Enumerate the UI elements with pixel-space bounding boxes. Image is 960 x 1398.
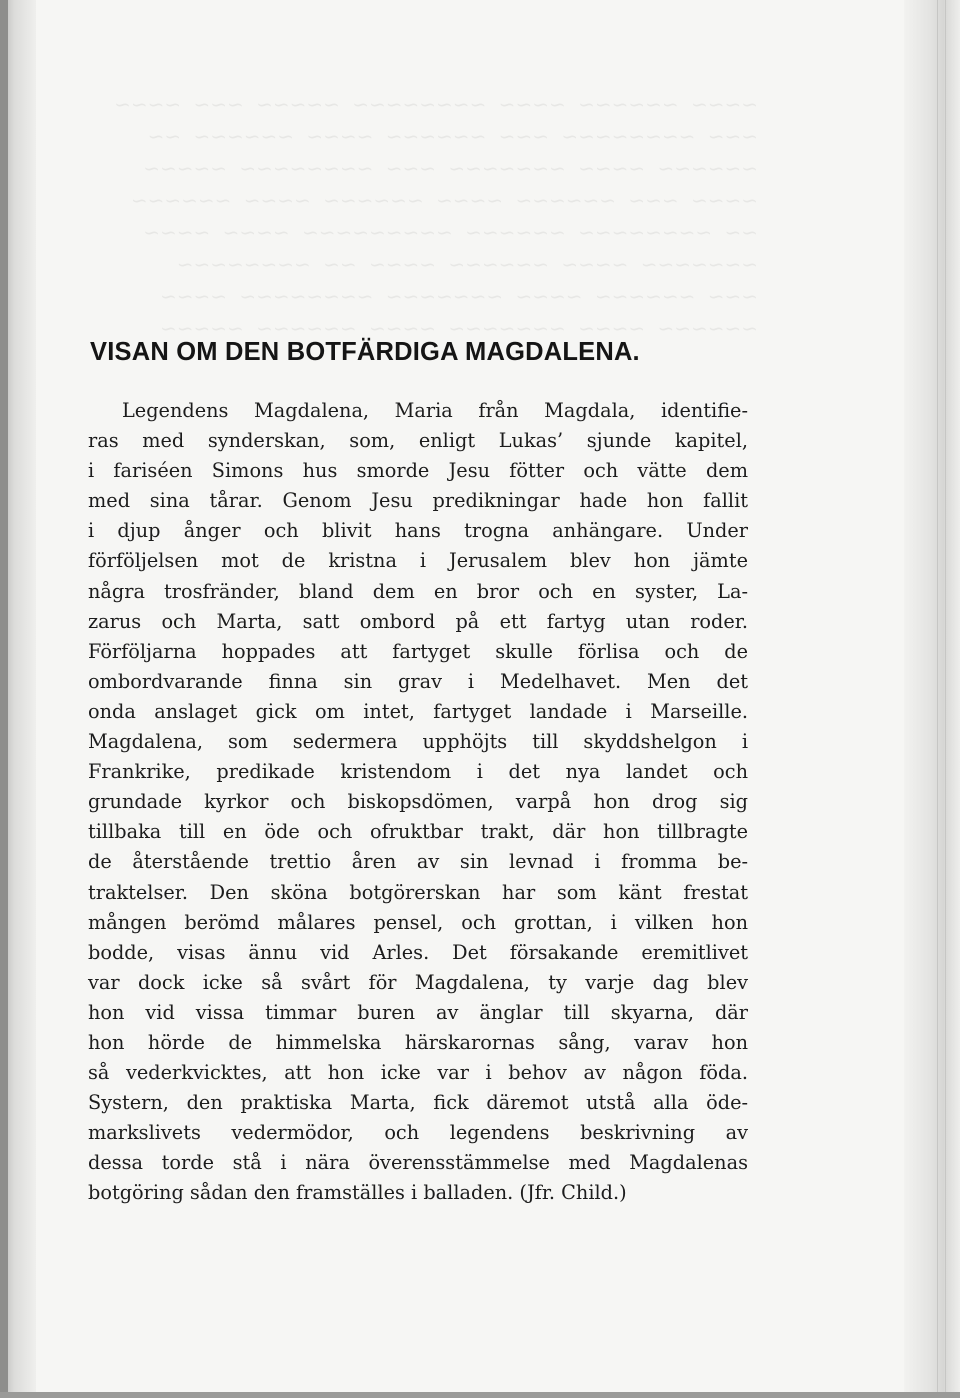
text-line: förföljelsen mot de kristna i Jerusalem blev hon jämte: [88, 549, 748, 573]
text-line: så vederkvicktes, att hon icke var i behov av någon föda.: [88, 1061, 748, 1085]
text-line: mången berömd målares pensel, och grottan, i vilken hon: [88, 910, 748, 934]
text-line: Magdalena, som sedermera upphöjts till skyddshelgon i: [88, 730, 748, 754]
text-line: hon vid vissa timmar buren av änglar till skyarna, där: [88, 1000, 748, 1024]
text-line: i djup ånger och blivit hans trogna anhängare. Under: [88, 519, 748, 543]
text-line: hon hörde de himmelska härskarornas sång, varav hon: [88, 1030, 748, 1054]
book-binding-edge: [0, 0, 8, 1398]
text-line: ombordvarande finna sin grav i Medelhavet. Men det: [88, 669, 748, 693]
text-line: tillbaka till en öde och ofruktbar trakt, där hon tillbragte: [88, 820, 748, 844]
text-line: i fariséen Simons hus smorde Jesu fötter och vätte dem: [88, 459, 748, 483]
text-line: Systern, den praktiska Marta, fick däremot utstå alla öde-: [88, 1091, 748, 1115]
text-line: några trosfränder, bland dem en bror och en syster, La-: [88, 579, 748, 603]
text-line: markslivets vedermödor, och legendens beskrivning av: [88, 1121, 748, 1145]
page-title: VISAN OM DEN BOTFÄRDIGA MAGDALENA.: [90, 338, 640, 366]
text-line: ras med synderskan, som, enligt Lukas’ sjunde kapitel,: [88, 429, 748, 453]
page-edge-line: [937, 0, 938, 1398]
text-line: onda anslaget gick om intet, fartyget landade i Marseille.: [88, 699, 748, 723]
text-line: Förföljarna hoppades att fartyget skulle förlisa och de: [88, 639, 748, 663]
body-paragraph: [88, 396, 748, 1209]
bleed-through-text: ~~~~ ~~~~~~ ~~~~ ~~~~~~~~ ~~~~~ ~~~ ~~~~ ~~~ ~~~~~~~~ ~~~ ~~~~~~ ~~~~ ~~~~~~ ~~ ~~~~~~ ~~~~ ~~~~~~~ ~~~ ~~~~~~~~ ~~~~~ ~~~~ ~~~ ~~~~~~ ~~~~ ~~~~~~ ~~~~ ~~~~~~ ~~ ~~~~~~~~ ~~~~~~ ~~~~~~~~~ ~~~~ ~~~~ ~~~~~~~ ~~~~ ~~~~~~ ~~~~ ~~ ~~~~~~~~ ~~~ ~~~~~~ ~~~~ ~~~~~~~ ~~~~~~~~ ~~~~ ~~~~~~ ~~~~ ~~~~~~~ ~~~~ ~~~~~~ ~~~~~: [114, 92, 758, 340]
text-line: var dock icke så svårt för Magdalena, ty varje dag blev: [88, 970, 748, 994]
text-line: de återstående trettio åren av sin levnad i fromma be-: [88, 850, 748, 874]
text-line: botgöring sådan den framställes i balladen. (Jfr. Child.): [88, 1181, 627, 1205]
text-line: bodde, visas ännu vid Arles. Det försakande eremitlivet: [88, 940, 748, 964]
text-line: Legendens Magdalena, Maria från Magdala, identifie-: [122, 399, 748, 422]
scan-bottom-edge: [0, 1392, 960, 1398]
text-line: zarus och Marta, satt ombord på ett fartyg utan roder.: [88, 609, 748, 633]
text-line: traktelser. Den sköna botgörerskan har som känt frestat: [88, 880, 748, 904]
text-line: Frankrike, predikade kristendom i det nya landet och: [88, 760, 748, 784]
text-line: med sina tårar. Genom Jesu predikningar hade hon fallit: [88, 489, 748, 513]
page-edge: [904, 0, 960, 1398]
text-line: grundade kyrkor och biskopsdömen, varpå hon drog sig: [88, 790, 748, 814]
text-line: dessa torde stå i nära överensstämmelse med Magdalenas: [88, 1151, 748, 1175]
page-edge-line: [945, 0, 946, 1398]
